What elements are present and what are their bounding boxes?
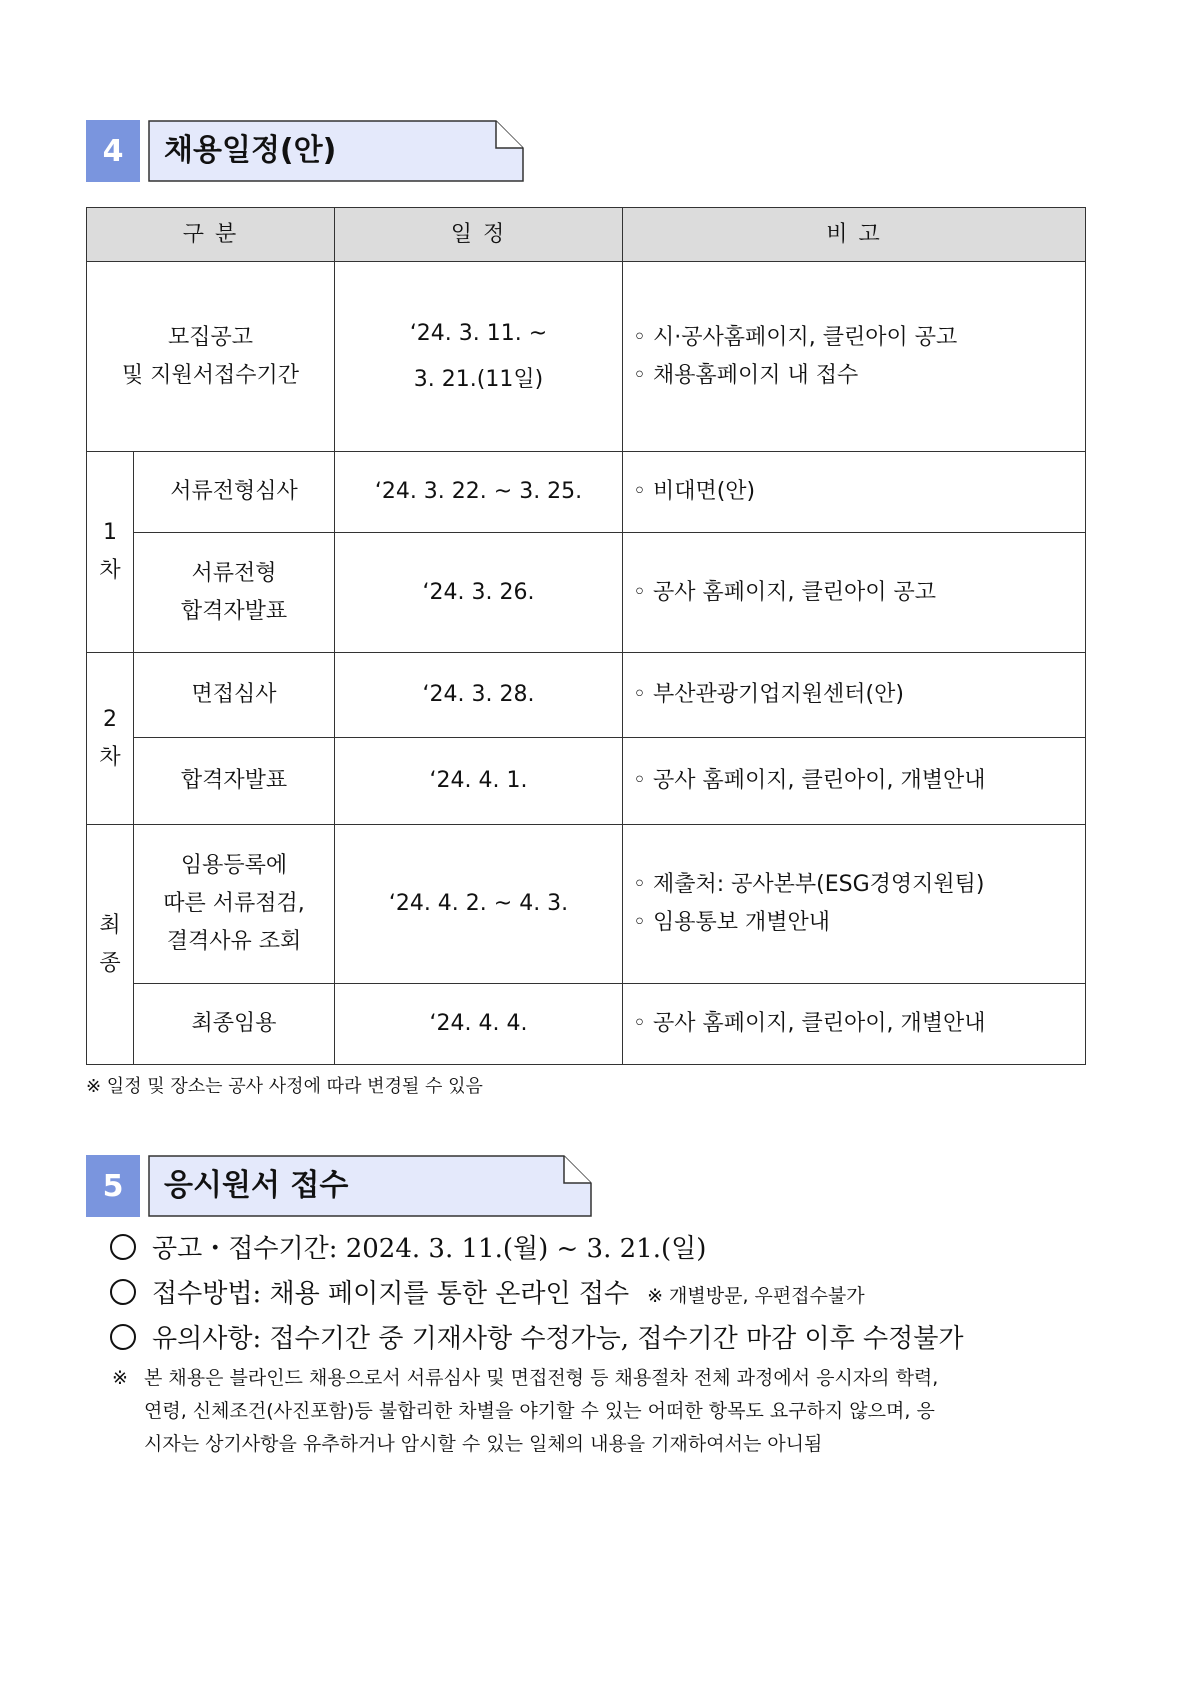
remarks-cell: ◦ 비대면(안) [623, 452, 1086, 533]
section-title: 채용일정(안) [164, 133, 337, 168]
schedule-footnote: ※ 일정 및 장소는 공사 사정에 따라 변경될 수 있음 [86, 1076, 483, 1097]
table-row [87, 262, 1086, 452]
section-title-box [148, 120, 524, 182]
date-cell: ‘24. 3. 26. [335, 533, 623, 653]
remarks-cell: ◦ 시·공사홈페이지, 클린아이 공고 ◦ 채용홈페이지 내 접수 [623, 262, 1086, 452]
remarks-cell: ◦ 공사 홈페이지, 클린아이, 개별안내 [623, 984, 1086, 1065]
circle-bullet-icon [110, 1234, 136, 1260]
list-item: 유의사항: 접수기간 중 기재사항 수정가능, 접수기간 마감 이후 수정불가 [110, 1318, 964, 1355]
section-number: 5 [86, 1155, 140, 1217]
section-title: 응시원서 접수 [164, 1168, 349, 1203]
table-row [87, 738, 1086, 825]
notice-mark: ※ [112, 1367, 128, 1389]
stage-label: 2 차 [87, 653, 134, 825]
date-cell: ‘24. 4. 4. [335, 984, 623, 1065]
date-cell: ‘24. 3. 11. ~ 3. 21.(11일) [335, 262, 623, 452]
category-cell: 최종임용 [134, 984, 335, 1065]
category-cell: 면접심사 [134, 653, 335, 738]
schedule-table [86, 207, 1086, 1065]
date-cell: ‘24. 4. 2. ~ 4. 3. [335, 825, 623, 984]
table-header-row [87, 208, 1086, 262]
blind-hiring-notice: ※ 본 채용은 블라인드 채용으로서 서류심사 및 면접전형 등 채용절차 전체 과정에서 응시자의 학력, 연령, 신체조건(사진포함)등 불합리한 차별을 야기할 수 있는 어떠한 항목도 요구하지 않으며, 응 시자는 상기사항을 유추하거나 암시할 수 있는 일체의 내용을 기재하여서는 아니됨 [112, 1362, 1122, 1461]
header-remarks: 비 고 [623, 208, 1086, 262]
list-item: 접수방법: 채용 페이지를 통한 온라인 접수 ※ 개별방문, 우편접수불가 [110, 1273, 865, 1310]
remarks-cell: ◦ 제출처: 공사본부(ESG경영지원팀) ◦ 임용통보 개별안내 [623, 825, 1086, 984]
circle-bullet-icon [110, 1324, 136, 1350]
table-row [87, 825, 1086, 984]
category-cell: 임용등록에 따른 서류점검, 결격사유 조회 [134, 825, 335, 984]
stage-label: 1 차 [87, 452, 134, 653]
remarks-cell: ◦ 공사 홈페이지, 클린아이, 개별안내 [623, 738, 1086, 825]
category-cell: 서류전형심사 [134, 452, 335, 533]
section-number: 4 [86, 120, 140, 182]
header-schedule: 일 정 [335, 208, 623, 262]
header-category: 구 분 [87, 208, 335, 262]
stage-label: 최 종 [87, 825, 134, 1065]
circle-bullet-icon [110, 1279, 136, 1305]
remarks-cell: ◦ 공사 홈페이지, 클린아이 공고 [623, 533, 1086, 653]
date-cell: ‘24. 4. 1. [335, 738, 623, 825]
category-cell: 합격자발표 [134, 738, 335, 825]
table-row [87, 533, 1086, 653]
date-cell: ‘24. 3. 28. [335, 653, 623, 738]
remarks-cell: ◦ 부산관광기업지원센터(안) [623, 653, 1086, 738]
list-item: 공고・접수기간: 2024. 3. 11.(월) ~ 3. 21.(일) [110, 1228, 706, 1265]
category-cell: 서류전형 합격자발표 [134, 533, 335, 653]
section-title-box [148, 1155, 592, 1217]
table-row [87, 653, 1086, 738]
table-row [87, 452, 1086, 533]
category-cell: 모집공고 및 지원서접수기간 [87, 262, 335, 452]
table-row [87, 984, 1086, 1065]
date-cell: ‘24. 3. 22. ~ 3. 25. [335, 452, 623, 533]
